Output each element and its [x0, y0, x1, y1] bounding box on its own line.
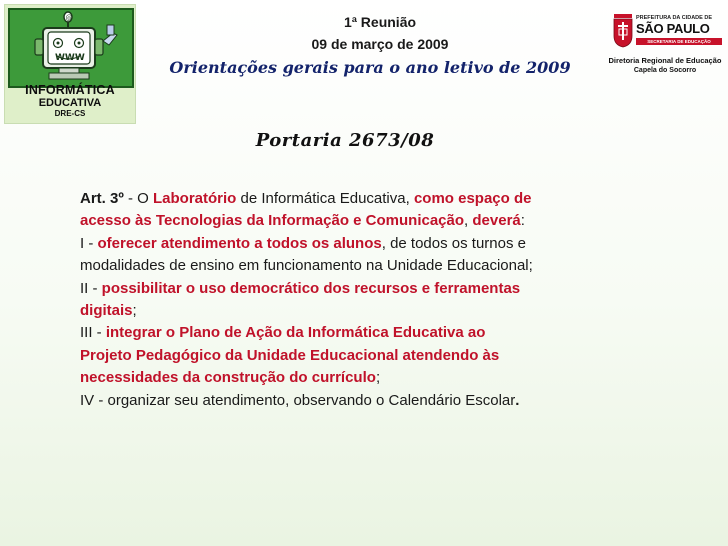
header-subtitle: Orientações gerais para o ano letivo de 2009: [169, 58, 571, 77]
highlight-como-espaco: como espaço de: [413, 190, 532, 207]
logo-line-educativa: EDUCATIVA: [38, 97, 102, 109]
item-iv-line: IV - organizar seu atendimento, observando o Calendário Escolar.: [80, 391, 520, 409]
highlight-laboratorio: Laboratório: [153, 190, 237, 207]
article-line-2: acesso às Tecnologias da Informação e Comunicação, deverá:: [80, 212, 525, 230]
item-ii-line-2: digitais;: [80, 302, 137, 320]
article-text: [80, 188, 640, 412]
logo-line-dre: DRE-CS: [54, 109, 86, 118]
meeting-title: 1ª Reunião: [343, 14, 417, 30]
highlight-item-i: oferecer atendimento a todos os alunos: [97, 234, 382, 252]
logo-globe-text: WWW: [55, 53, 85, 63]
prefeitura-sao-paulo-logo: [608, 14, 722, 84]
item-iii-line-3: necessidades da construção do currículo;: [80, 369, 381, 387]
city-crest-icon: [612, 14, 634, 48]
highlight-acesso: acesso às Tecnologias da Informação e Comunicação: [80, 212, 465, 230]
highlight-devera: deverá: [472, 212, 521, 230]
prefeitura-label: PREFEITURA DA CIDADE DE: [636, 15, 712, 21]
item-i-line-2: modalidades de ensino em funcionamento na Unidade Educacional;: [80, 257, 533, 275]
document-title: Portaria 2673/08: [255, 130, 435, 151]
highlight-item-ii: possibilitar o uso democrático dos recursos e ferramentas: [101, 279, 521, 297]
meeting-date: 09 de março de 2009: [311, 36, 449, 52]
item-ii-line-1: II - possibilitar o uso democrático dos recursos e ferramentas: [80, 279, 521, 297]
article-line-1: Art. 3º - O Laboratório de Informática Educativa, como espaço de: [80, 190, 532, 207]
city-name: SÃO PAULO: [636, 21, 710, 36]
informatica-educativa-logo: [4, 4, 136, 124]
capela-label: Capela do Socorro: [633, 67, 697, 74]
logo-line-informatica: INFORMÁTICA: [25, 83, 115, 97]
diretoria-label: Diretoria Regional de Educação: [608, 56, 722, 65]
computer-robot-icon: [21, 11, 121, 83]
highlight-item-iii: integrar o Plano de Ação da Informática Educativa ao: [105, 324, 486, 342]
secretaria-label: SECRETARIA DE EDUCAÇÃO: [636, 38, 722, 45]
item-iii-line-1: III - integrar o Plano de Ação da Informática Educativa ao: [80, 324, 486, 342]
item-i-line-1: I - oferecer atendimento a todos os alunos, de todos os turnos e: [80, 234, 526, 252]
item-iii-line-2: Projeto Pedagógico da Unidade Educacional atendendo às: [80, 346, 500, 364]
svg-text:@: @: [65, 14, 73, 22]
article-label: Art. 3º: [80, 190, 124, 207]
